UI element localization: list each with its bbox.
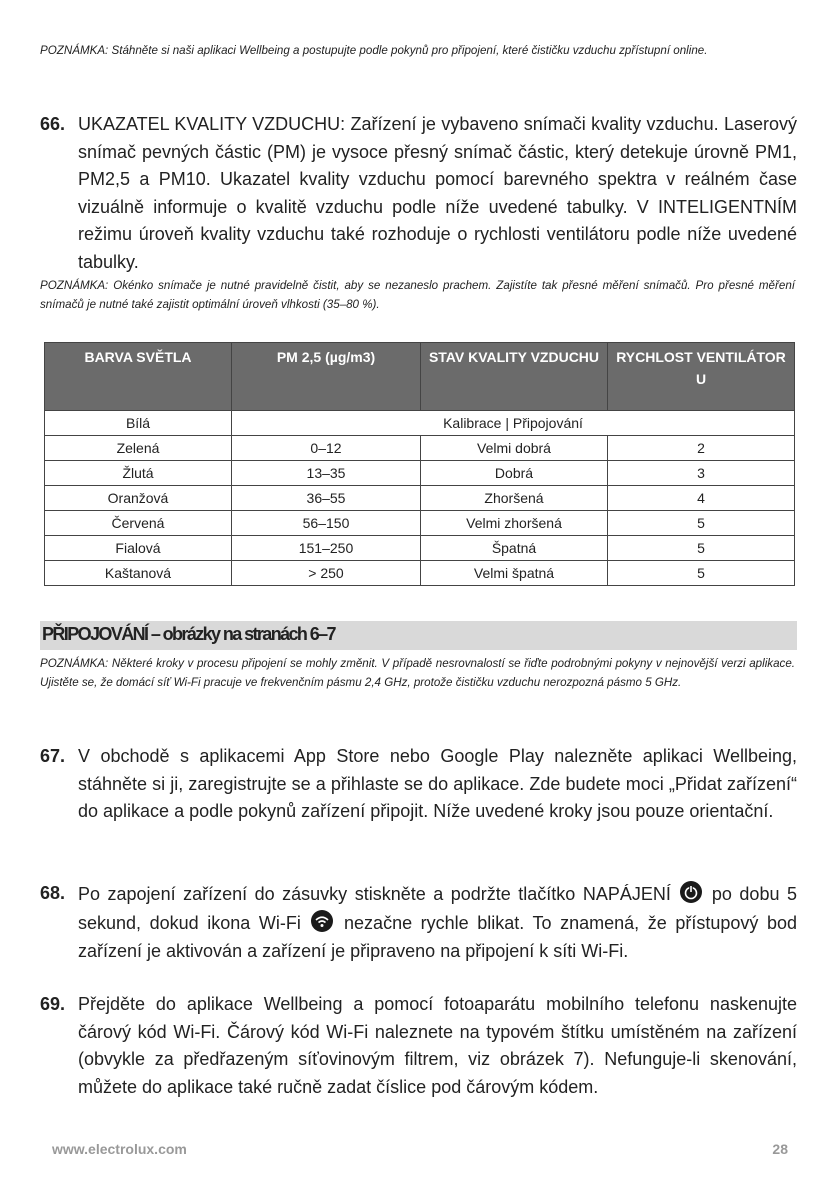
section-title: PŘIPOJOVÁNÍ – obrázky na stranách 6–7 [42,624,335,644]
table-row [45,536,795,561]
item-number: 67. [40,746,66,766]
air-quality-table [44,342,795,586]
item-number: 66. [40,114,66,134]
cell-fan-speed: 2 [608,436,795,461]
item-number: 69. [40,994,66,1014]
cell-color: Červená [45,511,232,536]
footer-website: www.electrolux.com [52,1141,187,1157]
cell-color: Žlutá [45,461,232,486]
item-66 [40,111,797,276]
cell-quality: Dobrá [421,461,608,486]
wifi-icon [311,910,333,932]
cell-pm: 13–35 [232,461,421,486]
cell-merged: Kalibrace | Připojování [232,411,795,436]
cell-color: Zelená [45,436,232,461]
header-quality: STAV KVALITY VZDUCHU [421,343,608,411]
cell-fan-speed: 3 [608,461,795,486]
cell-quality: Velmi dobrá [421,436,608,461]
cell-color: Bílá [45,411,232,436]
cell-quality: Velmi zhoršená [421,511,608,536]
table-row [45,461,795,486]
cell-quality: Velmi špatná [421,561,608,586]
cell-fan-speed: 5 [608,536,795,561]
cell-fan-speed: 4 [608,486,795,511]
cell-quality: Špatná [421,536,608,561]
item-number: 68. [40,883,66,903]
item-68 [40,880,797,966]
cell-pm: 151–250 [232,536,421,561]
power-icon [680,881,702,903]
note-connection: POZNÁMKA: Některé kroky v procesu připojení se mohly změnit. V případě nesrovnalostí se řiďte podrobnými pokyny v nejnovější verzi aplikace. Ujistěte se, že domácí síť Wi-Fi pracuje ve frekvenčním pásmu 2,4 GHz, protože čističku vzduchu nerozpozná pásmo 5 GHz. [40,657,795,689]
item-text: Přejděte do aplikace Wellbeing a pomocí fotoaparátu mobilního telefonu naskenujte čárový kód Wi-Fi. Čárový kód Wi-Fi naleznete na typovém štítku umístěném na zařízení (obvykle za předřazeným síťovinovým filtrem, viz obrázek 7). Nefunguje-li skenování, můžete do aplikace také ručně zadat číslice pod čárovým kódem. [78,994,797,1097]
cell-color: Fialová [45,536,232,561]
item-text-part: Po zapojení zařízení do zásuvky stiskněte a podržte tlačítko NAPÁJENÍ [78,884,671,904]
cell-pm: 0–12 [232,436,421,461]
table-row [45,511,795,536]
header-pm: PM 2,5 (µg/m3) [232,343,421,411]
note-sensor: POZNÁMKA: Okénko snímače je nutné pravidelně čistit, aby se nezaneslo prachem. Zajistíte tak přesné měření snímačů. Pro přesné měření snímačů je nutné také zajistit optimální úroveň vlhkosti (35–80 %). [40,279,795,311]
cell-pm: > 250 [232,561,421,586]
header-fan-speed: RYCHLOST VENTILÁTOR U [608,343,795,411]
table-row [45,561,795,586]
item-67 [40,743,797,826]
cell-color: Oranžová [45,486,232,511]
item-text: UKAZATEL KVALITY VZDUCHU: Zařízení je vybaveno snímači kvality vzduchu. Laserový snímač pevných částic (PM) je vysoce přesný snímač částic, který detekuje úrovně PM1, PM2,5 a PM10. Ukazatel kvality vzduchu pomocí barevného spektra v reálném čase vizuálně informuje o kvalitě vzduchu podle níže uvedené tabulky. V INTELIGENTNÍM režimu úroveň kvality vzduchu také rozhoduje o rychlosti ventilátoru podle níže uvedené tabulky. [78,114,797,272]
note-top: POZNÁMKA: Stáhněte si naši aplikaci Wellbeing a postupujte podle pokynů pro připojení, které čističku vzduchu zpřístupní online. [40,44,708,57]
table-row [45,411,795,436]
item-text-part: po dobu 5 sekund, dokud ikona Wi-Fi [78,884,797,933]
header-color: BARVA SVĚTLA [45,343,232,411]
page-number: 28 [772,1141,788,1157]
item-text-part: nezačne rychle blikat. To znamená, že přístupový bod zařízení je aktivován a zařízení je připraveno na připojení k síti Wi-Fi. [78,912,797,961]
cell-fan-speed: 5 [608,561,795,586]
item-69 [40,991,797,1101]
item-text [78,880,797,966]
cell-quality: Zhoršená [421,486,608,511]
cell-color: Kaštanová [45,561,232,586]
cell-pm: 36–55 [232,486,421,511]
item-text: V obchodě s aplikacemi App Store nebo Google Play nalezněte aplikaci Wellbeing, stáhněte si ji, zaregistrujte se a přihlaste se do aplikace. Zde budete moci „Přidat zařízení“ do aplikace a podle pokynů zařízení připojit. Níže uvedené kroky jsou pouze orientační. [78,746,797,821]
section-heading [40,621,797,650]
cell-pm: 56–150 [232,511,421,536]
cell-fan-speed: 5 [608,511,795,536]
table-row [45,436,795,461]
table-row [45,486,795,511]
